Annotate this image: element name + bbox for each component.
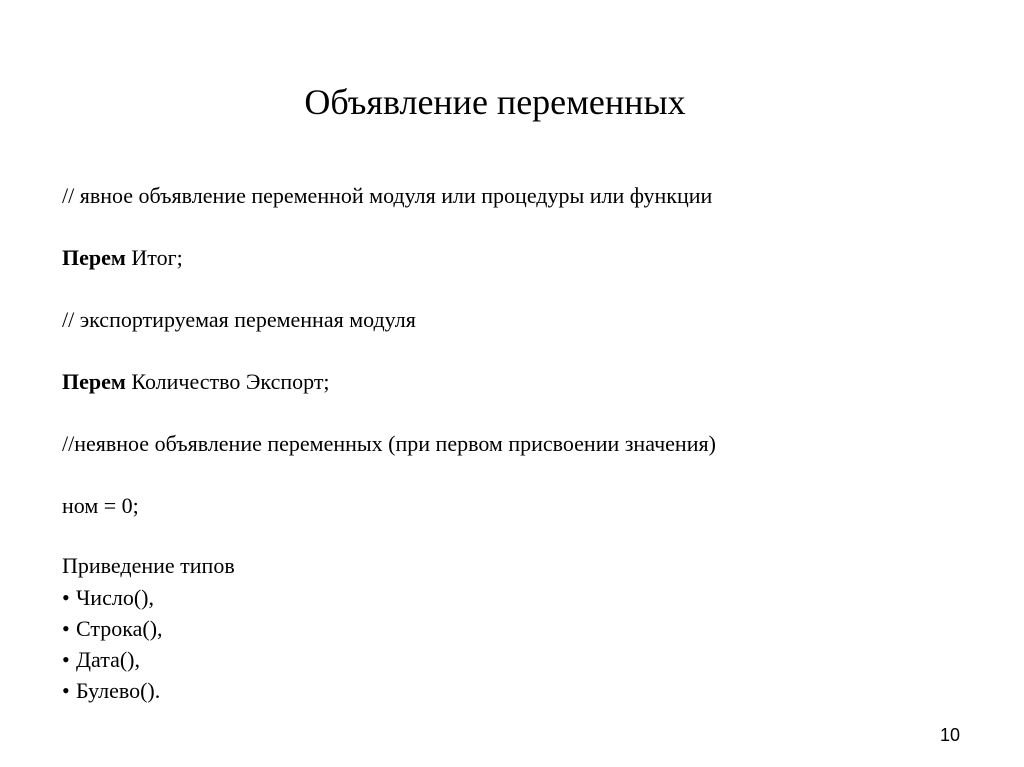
variable-declaration-itog: [62, 244, 183, 272]
comment-exported-variable: // экспортируемая переменная модуля: [62, 307, 416, 332]
slide-title: Объявление переменных: [304, 82, 686, 122]
declaration-rest: Количество Экспорт;: [125, 369, 330, 394]
assignment-statement: ном = 0;: [62, 493, 139, 518]
declaration-rest: Итог;: [125, 245, 183, 270]
keyword-perem: Перем: [62, 245, 126, 270]
bullet-icon: •: [62, 647, 70, 672]
type-cast-heading: Приведение типов: [62, 553, 235, 578]
comment-explicit-declaration: // явное объявление переменной модуля или процедуры или функции: [62, 183, 713, 208]
list-item: • Булево().: [62, 675, 163, 706]
bullet-icon: •: [62, 616, 70, 641]
comment-implicit-declaration: //неявное объявление переменных (при первом присвоении значения): [62, 431, 716, 456]
bullet-icon: •: [62, 678, 70, 703]
list-item: • Строка(),: [62, 613, 163, 644]
list-item: • Дата(),: [62, 644, 163, 675]
list-item: • Число(),: [62, 582, 163, 613]
type-cast-list: [62, 582, 163, 706]
bullet-icon: •: [62, 585, 70, 610]
page-number: 10: [940, 725, 961, 745]
variable-declaration-export: [62, 368, 330, 396]
keyword-perem: Перем: [62, 369, 126, 394]
